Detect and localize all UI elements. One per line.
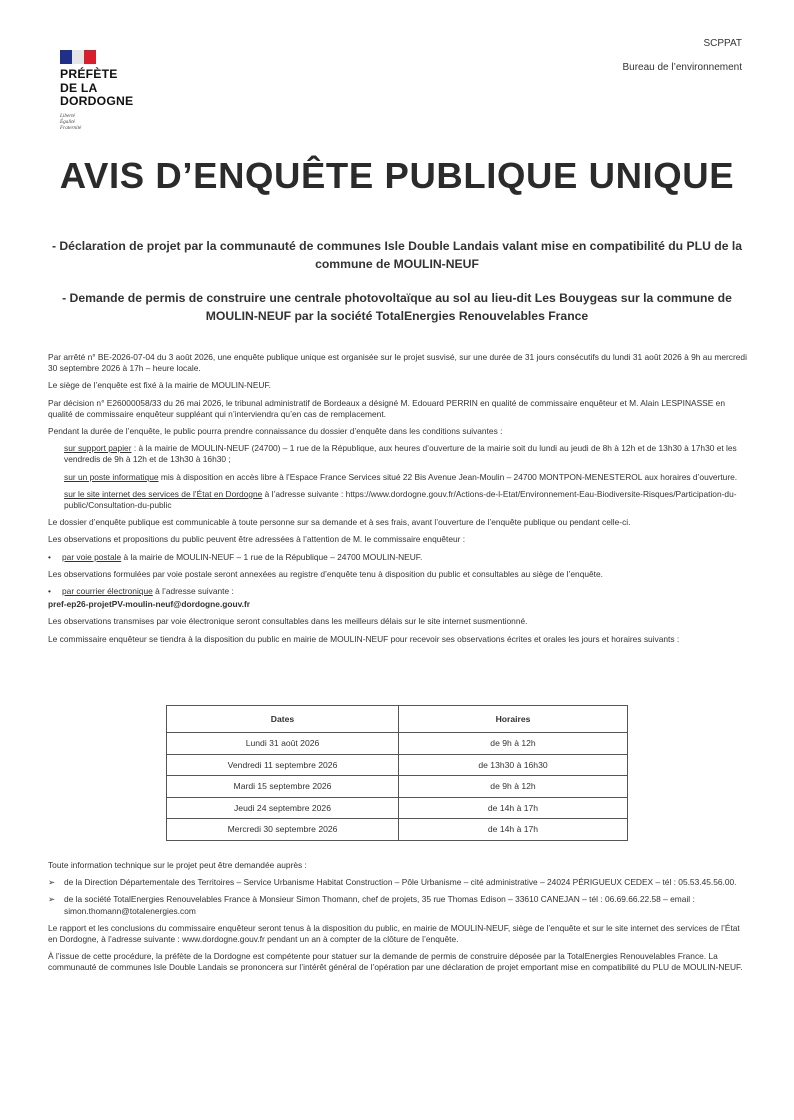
hours-cell: de 13h30 à 16h30	[399, 754, 628, 776]
email-address-link[interactable]: pref-ep26-projetPV-moulin-neuf@dordogne.gouv.fr	[48, 599, 251, 610]
arrow-bullet-icon: ➢	[48, 877, 56, 888]
hours-cell: de 9h à 12h	[399, 776, 628, 798]
column-header-hours: Horaires	[399, 706, 628, 733]
table-header-row	[167, 706, 628, 733]
paragraph-electronic: Les observations transmises par voie électronique seront consultables dans les meilleurs délais sur le site internet susmentionné.	[48, 616, 528, 627]
condition-label: sur un poste informatique	[64, 471, 159, 482]
condition-paper	[48, 443, 748, 465]
condition-label: sur le site internet des services de l’État en Dordogne	[64, 488, 263, 499]
hours-cell: de 14h à 17h	[399, 797, 628, 819]
paragraph-siege: Le siège de l’enquête est fixé à la mairie de MOULIN-NEUF.	[48, 380, 271, 391]
table-row	[167, 754, 628, 776]
paragraph-info: Toute information technique sur le projet peut être demandée auprès :	[48, 860, 307, 870]
observation-postal	[48, 552, 748, 563]
hours-cell: de 9h à 12h	[399, 733, 628, 755]
service-name: SCPPAT	[703, 38, 742, 49]
contact-text: de la Direction Départementale des Territoires – Service Urbanisme Habitat Construction – Pôle Urbanisme – cité administrative – 24024 PÉRIGUEUX CEDEX – tél : 05.53.45.56.00.	[64, 877, 737, 888]
date-cell: Mercredi 30 septembre 2026	[167, 819, 399, 841]
schedule-table	[166, 705, 628, 841]
motto-line: Fraternité	[60, 124, 82, 131]
republic-motto	[60, 113, 170, 132]
notice-footer	[48, 860, 748, 980]
paragraph-decision-authority: À l’issue de cette procédure, la préfète de la Dordogne est compétente pour statuer sur la demande de permis de construire déposée par la TotalEnergies Renouvelables France. La communauté de communes Isle Double Landais se prononcera sur l’intérêt général de l’opération par une déclaration de projet emportant mise en compatibilité du PLU de MOULIN-NEUF.	[48, 951, 743, 973]
observation-label: par voie postale	[62, 551, 122, 562]
prefecture-line: DE LA	[60, 80, 98, 95]
subtitle-permit: - Demande de permis de construire une centrale photovoltaïque au sol au lieu-dit Les Bouygeas sur la commune de MOULIN-NEUF par la société TotalEnergies Renouvelables France	[62, 291, 732, 323]
observation-email	[48, 586, 748, 597]
table-row	[167, 776, 628, 798]
condition-website	[48, 489, 748, 511]
observation-text: à l’adresse suivante :	[152, 586, 234, 597]
paragraph-permanences: Le commissaire enquêteur se tiendra à la disposition du public en mairie de MOULIN-NEUF pour recevoir ses observations écrites et orales les jours et horaires suivants :	[48, 633, 680, 644]
observation-text: à la mairie de MOULIN-NEUF – 1 rue de la République – 24700 MOULIN-NEUF.	[121, 551, 423, 562]
marianne-flag-icon	[60, 50, 96, 64]
paragraph-communicable: Le dossier d’enquête publique est communicable à toute personne sur sa demande et à ses frais, avant l’ouverture de l’enquête publique ou pendant celle-ci.	[48, 517, 631, 528]
prefecture-line: PRÉFÈTE	[60, 67, 118, 81]
motto-line: Liberté	[60, 112, 75, 119]
arrow-bullet-icon: ➢	[48, 894, 56, 905]
contact-text: de la société TotalEnergies Renouvelables France à Monsieur Simon Thomann, chef de projets, 35 rue Thomas Edison – 33610 CANEJAN – tél : 06.69.66.22.58 – email : simon.thomann@totalenergies.com	[64, 894, 695, 916]
date-cell: Jeudi 24 septembre 2026	[167, 797, 399, 819]
paragraph-decision: Par décision n° E26000058/33 du 26 mai 2026, le tribunal administratif de Bordeaux a désigné M. Edouard PERRIN en qualité de commissaire enquêteur et M. Alain LESPINASSE en qualité de commissaire enquêteur suppléant qui n’interviendra qu’en cas de remplacement.	[48, 397, 726, 419]
bullet-icon: •	[48, 586, 51, 597]
table-row	[167, 733, 628, 755]
prefecture-logo	[60, 50, 170, 131]
prefecture-line: DORDOGNE	[60, 94, 134, 108]
page-title: AVIS D’ENQUÊTE PUBLIQUE UNIQUE	[59, 155, 735, 196]
condition-label: sur support papier	[64, 443, 132, 454]
service-header	[622, 38, 742, 73]
date-cell: Mardi 15 septembre 2026	[167, 776, 399, 798]
paragraph-conditions: Pendant la durée de l’enquête, le public pourra prendre connaissance du dossier d’enquête dans les conditions suivantes :	[48, 426, 503, 437]
notice-body	[48, 352, 748, 651]
hours-cell: de 14h à 17h	[399, 819, 628, 841]
date-cell: Vendredi 11 septembre 2026	[167, 754, 399, 776]
paragraph-observations: Les observations et propositions du public peuvent être adressées à l’attention de M. le commissaire enquêteur :	[48, 534, 466, 545]
bullet-icon: •	[48, 551, 51, 562]
table-row	[167, 819, 628, 841]
prefecture-name	[60, 68, 170, 109]
paragraph-arrete: Par arrêté n° BE-2026-07-04 du 3 août 2026, une enquête publique unique est organisée sur le projet susvisé, sur une durée de 31 jours consécutifs du lundi 31 août 2026 à 9h au mercredi 30 septembre 2026 à 17h – heure locale.	[48, 352, 747, 374]
bureau-name: Bureau de l’environnement	[622, 62, 742, 73]
condition-text: mis à disposition en accès libre à l’Espace France Services situé 22 Bis Avenue Jean-Moulin – 24700 MONTPON-MENESTEROL aux horaires d’ouverture.	[158, 471, 738, 482]
condition-text: : à la mairie de MOULIN-NEUF (24700) – 1 rue de la République, aux heures d’ouverture de la mairie soit du lundi au jeudi de 8h à 12h et de 13h30 à 17h30 et les vendredis de 9h à 12h et de 13h30 à 16h30 ;	[64, 443, 737, 465]
date-cell: Lundi 31 août 2026	[167, 733, 399, 755]
paragraph-report: Le rapport et les conclusions du commissaire enquêteur seront tenus à la disposition du public, en mairie de MOULIN-NEUF, siège de l’enquête et sur le site internet des services de l’État en Dordogne, à l’adresse suivante : www.dordogne.gouv.fr pendant un an à compter de la clôture de l’enquête.	[48, 922, 740, 945]
observation-label: par courrier électronique	[62, 586, 153, 597]
paragraph-postal-annex: Les observations formulées par voie postale seront annexées au registre d’enquête tenu à disposition du public et consultables au siège de l’enquête.	[48, 568, 603, 579]
condition-computer	[48, 472, 748, 483]
condition-text: à l’adresse suivante : https://www.dordogne.gouv.fr/Actions-de-l-Etat/Environnement-Eau-Biodiversite-Risques/Participation-du-public/Consultation-du-public	[64, 488, 737, 511]
table-row	[167, 797, 628, 819]
column-header-dates: Dates	[167, 706, 399, 733]
contact-ddt	[48, 877, 748, 888]
contact-totalenergies	[48, 894, 748, 916]
subtitle-declaration: - Déclaration de projet par la communauté de communes Isle Double Landais valant mise en compatibilité du PLU de la commune de MOULIN-NEUF	[51, 239, 743, 271]
motto-line: Égalité	[60, 118, 75, 125]
